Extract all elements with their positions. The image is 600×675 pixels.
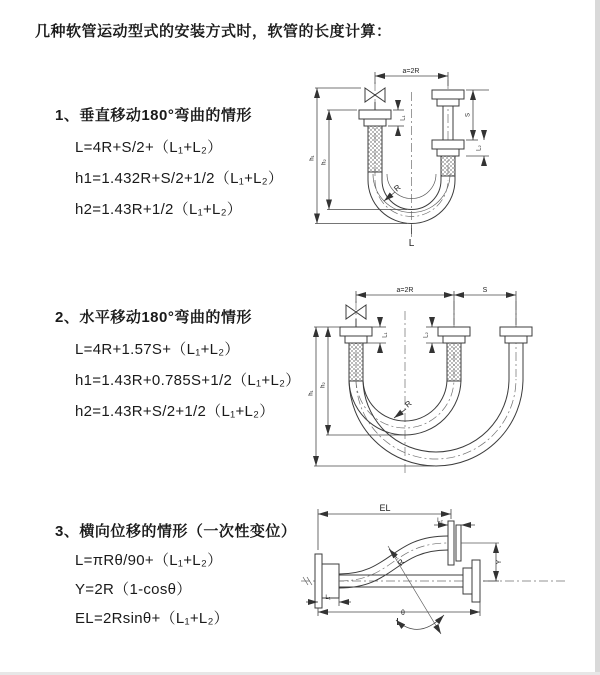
section-2-formula-h1: h1=1.43R+0.785S+1/2（L₁+L₂） [75,372,301,389]
dim-label-h1: h₁ [309,155,316,161]
dim-label-h1: h₁ [308,390,315,396]
top-right-flange-displaced [448,521,499,565]
dim-l [318,602,480,628]
dim-label-l2: L₂ [423,332,430,338]
section-1-formula-L: L=4R+S/2+（L₁+L₂） [75,139,223,156]
dim-label-a2r: a=2R [396,287,414,294]
radius-label: R [395,557,407,568]
section-1-formula-h1: h1=1.432R+S/2+1/2（L₁+L₂） [75,170,284,187]
dim-label-h2: h₂ [321,159,328,165]
middle-pipe-flange [438,327,470,381]
dim-h1 [310,88,408,224]
label-radius [394,399,414,418]
section-2-heading: 2、水平移动180°弯曲的情形 [55,309,252,326]
scan-edge-right [595,0,600,675]
dim-el [318,503,451,550]
dim-label-y: Y [496,559,503,565]
section-1-formula-h2: h2=1.43R+1/2（L₁+L₂） [75,201,243,218]
dim-label-el: EL [379,503,391,513]
dim-l2 [466,130,489,166]
dim-label-s: S [465,112,472,118]
section-1-heading: 1、垂直移动180°弯曲的情形 [55,107,252,124]
dim-label-h2: h₂ [320,382,327,388]
right-flange-original [463,560,480,602]
label-radius [384,183,403,201]
section-3-formula-EL: EL=2Rsinθ+（L₁+L₂） [75,610,229,627]
diagram-vertical-180 [303,62,553,257]
section-3-formula-L: L=πRθ/90+（L₁+L₂） [75,552,223,569]
dim-s [454,287,516,325]
dim-label-l: L [396,617,402,628]
dim-label-l1: L₁ [325,595,331,601]
dim-label-s: S [482,287,488,294]
dim-label-l1: L₁ [382,332,389,338]
dim-l1 [306,595,351,606]
radius-label: R [392,182,403,194]
dim-s [466,90,490,140]
label-radius [389,549,407,567]
hose-u-bends [349,379,523,466]
dim-label-l2: L₂ [437,518,443,524]
section-2-formula-h2: h2=1.43R+S/2+1/2（L₁+L₂） [75,403,275,420]
dim-a2r [375,68,448,86]
page-title: 几种软管运动型式的安装方式时，软管的长度计算： [35,23,392,40]
length-label: L [408,238,415,249]
section-2-formula-L: L=4R+1.57S+（L₁+L₂） [75,341,240,358]
dim-label-l1: L₁ [400,115,407,121]
radius-label: R [403,398,414,410]
left-pipe-flange [340,327,372,381]
dim-label-l2: L₂ [476,145,483,151]
section-3-formula-Y: Y=2R（1-cosθ） [75,581,192,598]
diagram-horizontal-180 [306,281,571,476]
dim-h1 [309,327,435,466]
left-pipe-flange [359,110,391,172]
s-curve-hose [339,536,448,588]
section-3-heading: 3、横向位移的情形（一次性变位） [55,523,297,540]
dim-y [483,543,503,581]
diagram-lateral-displacement [293,498,583,643]
theta-label: θ [401,610,405,617]
dim-label-a2r: a=2R [402,68,420,75]
